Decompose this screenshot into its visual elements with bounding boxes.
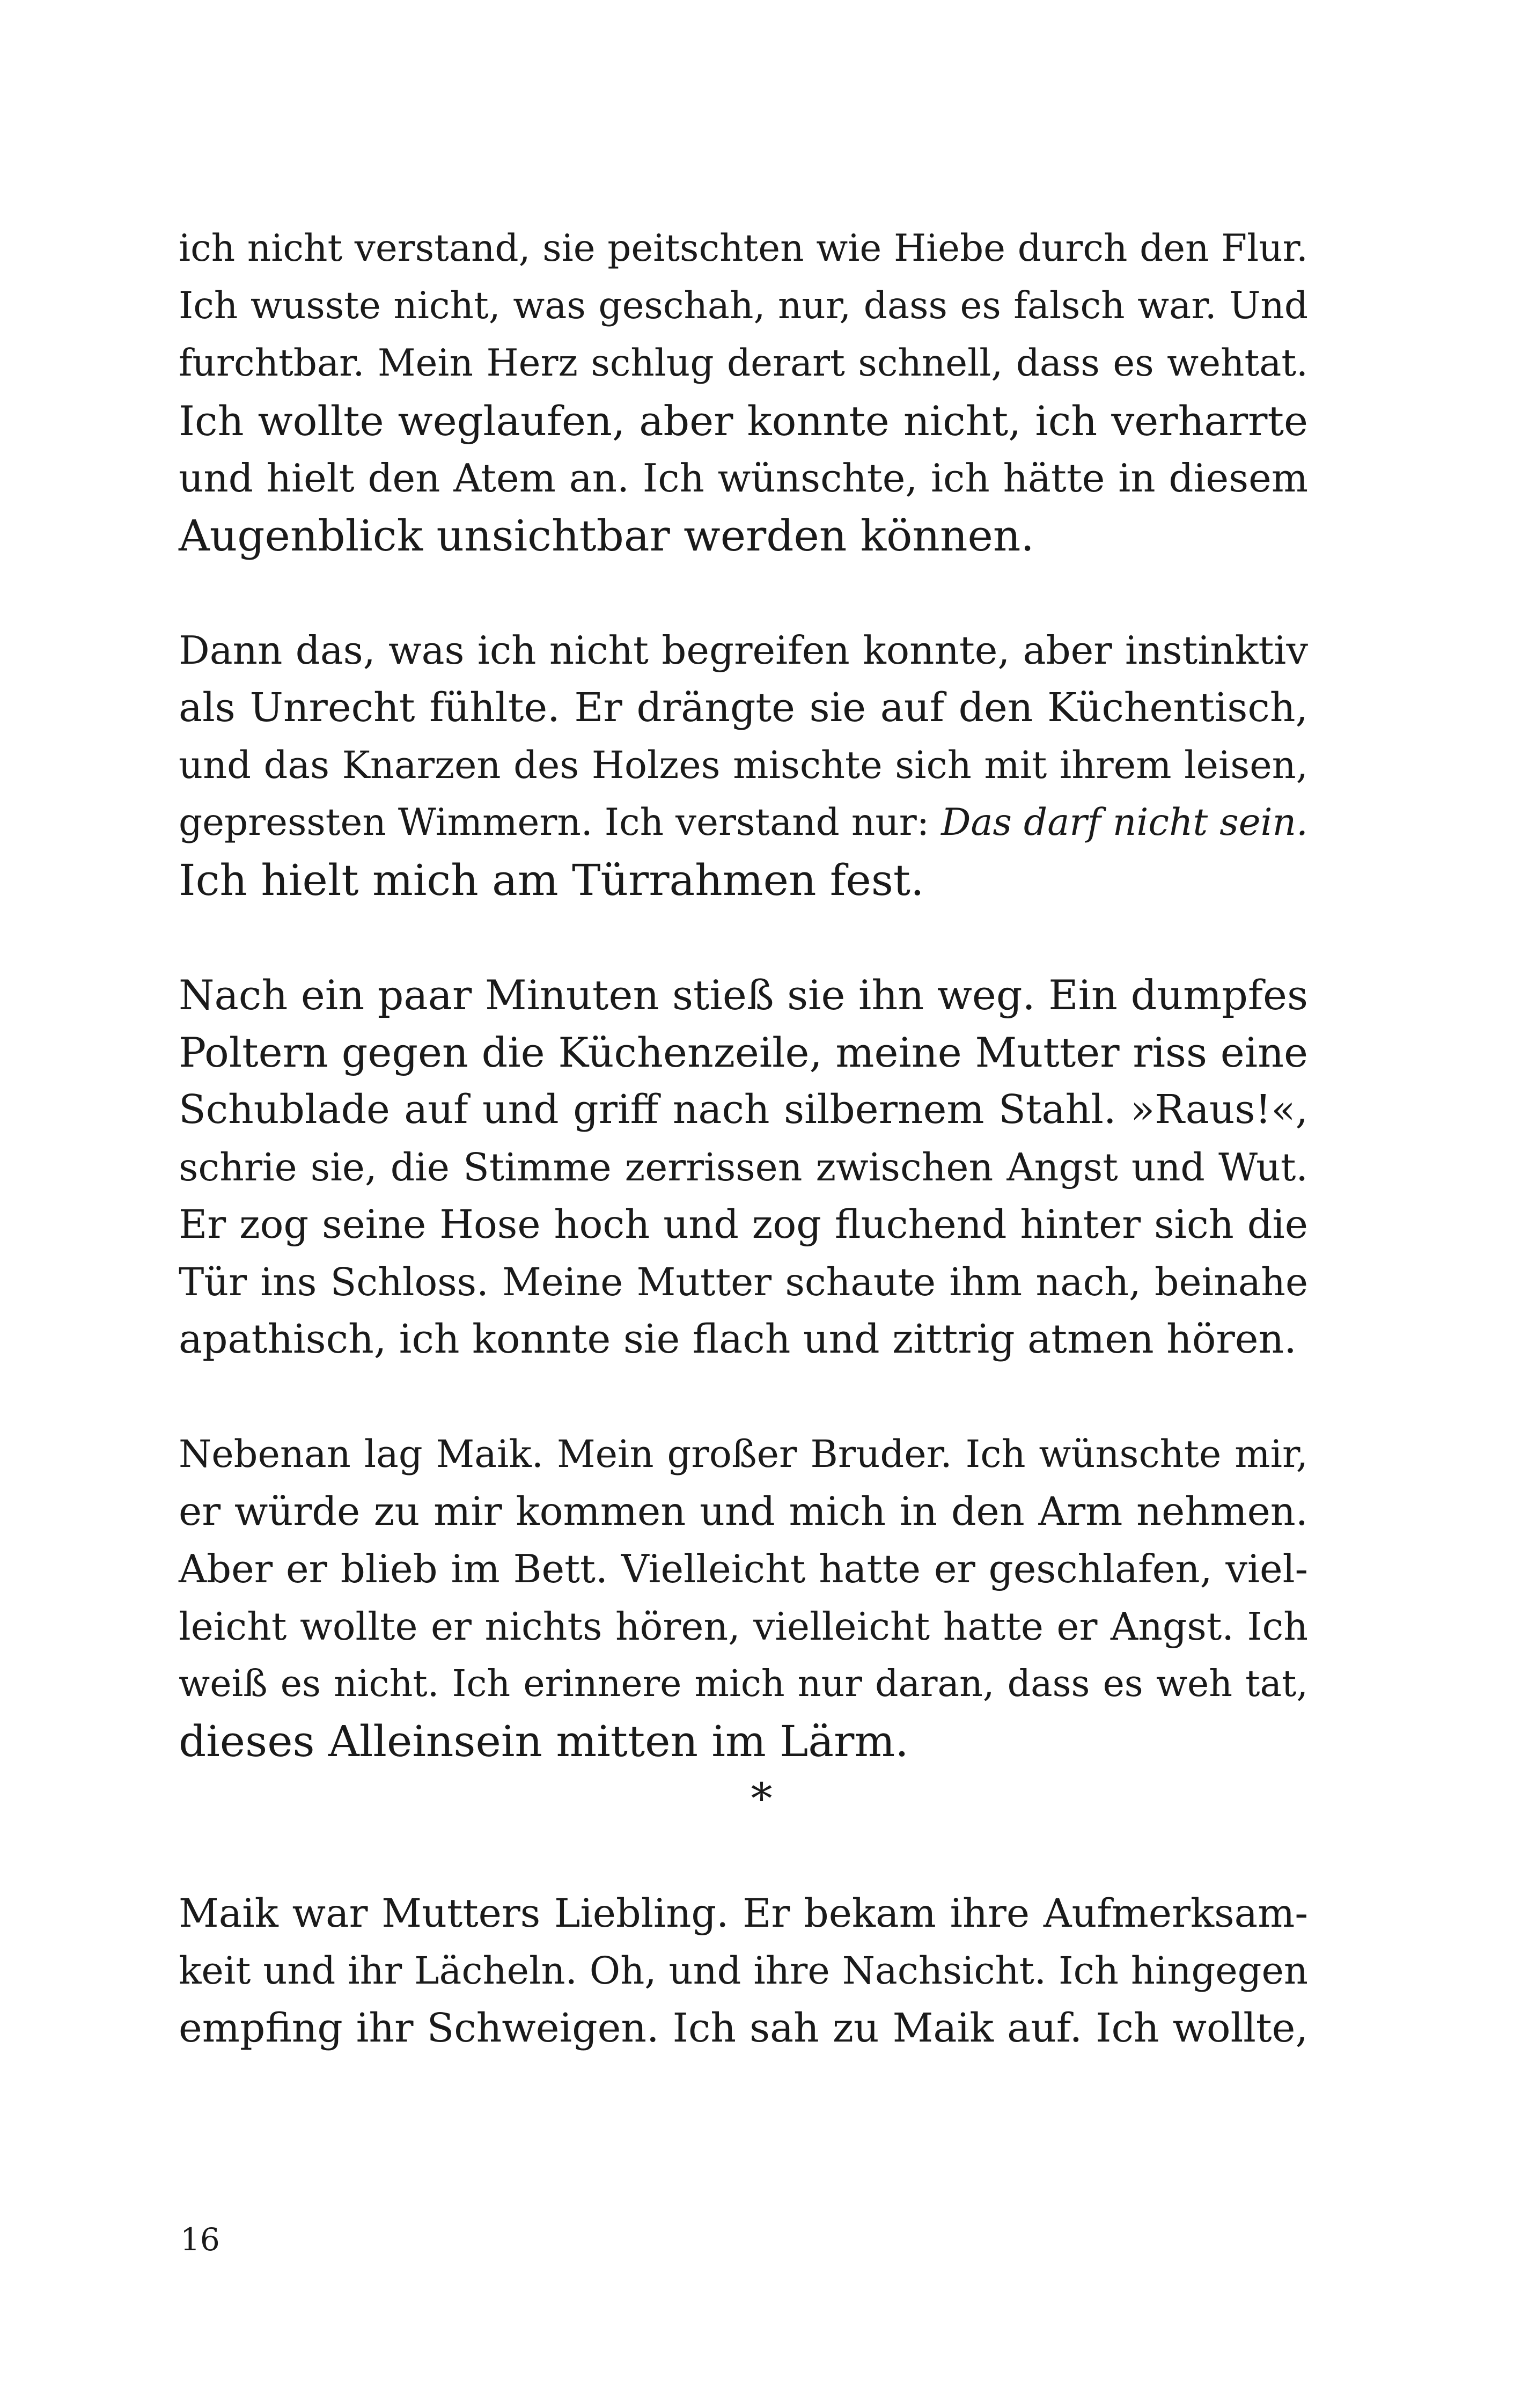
text-line: und hielt den Atem an. Ich wünschte, ich hätte in diesem (179, 456, 1308, 501)
text-line: weiß es nicht. Ich erinnere mich nur daran, dass es weh tat, (179, 1663, 1308, 1705)
text-line: Ich wollte weglaufen, aber konnte nicht, ich verharrte (179, 397, 1308, 445)
text-run: gepressten Wimmern. Ich verstand nur: (179, 801, 942, 844)
text-line: Aber er blieb im Bett. Vielleicht hatte er geschlafen, viel- (179, 1546, 1308, 1591)
text-line: schrie sie, die Stimme zerrissen zwischen Angst und Wut. (179, 1145, 1308, 1190)
text-line: Nach ein paar Minuten stieß sie ihn weg. Ein dumpfes (179, 971, 1308, 1019)
text-line: und das Knarzen des Holzes mischte sich mit ihrem leisen, (179, 743, 1308, 787)
section-separator (179, 1770, 1308, 1885)
text-line: Dann das, was ich nicht begreifen konnte, aber instinktiv (179, 628, 1308, 673)
paragraph-gap (179, 564, 1308, 622)
text-line: furchtbar. Mein Herz schlug derart schnell, dass es wehtat. (179, 342, 1308, 385)
text-line (179, 794, 1308, 851)
body-text (179, 220, 1308, 2057)
text-line: apathisch, ich konnte sie flach und zittrig atmen hören. (179, 1316, 1297, 1362)
text-line: Ich hielt mich am Türrahmen fest. (179, 855, 924, 905)
text-line: leicht wollte er nichts hören, vielleicht hatte er Angst. Ich (179, 1604, 1308, 1649)
paragraph-5 (179, 1885, 1308, 2057)
paragraph-2 (179, 622, 1308, 909)
paragraph-4 (179, 1426, 1308, 1770)
text-line: Augenblick unsichtbar werden können. (179, 511, 1034, 561)
text-line: keit und ihr Lächeln. Oh, und ihre Nachsicht. Ich hingegen (179, 1949, 1308, 1993)
text-line: empfing ihr Schweigen. Ich sah zu Maik auf. Ich wollte, (179, 2005, 1308, 2051)
text-line: Tür ins Schloss. Meine Mutter schaute ihm nach, beinahe (179, 1260, 1308, 1304)
text-line: Poltern gegen die Küchenzeile, meine Mutter riss eine (179, 1029, 1308, 1076)
paragraph-1 (179, 220, 1308, 564)
text-line: ich nicht verstand, sie peitschten wie Hiebe durch den Flur. (179, 227, 1308, 270)
text-line: dieses Alleinsein mitten im Lärm. (179, 1716, 909, 1766)
text-line: er würde zu mir kommen und mich in den Arm nehmen. (179, 1489, 1308, 1535)
paragraph-3 (179, 966, 1308, 1368)
text-line: als Unrecht fühlte. Er drängte sie auf den Küchentisch, (179, 685, 1308, 731)
paragraph-gap (179, 909, 1308, 966)
text-line: Er zog seine Hose hoch und zog fluchend hinter sich die (179, 1202, 1308, 1247)
text-line: Nebenan lag Maik. Mein großer Bruder. Ich wünschte mir, (179, 1432, 1308, 1476)
asterisk-divider: * (751, 1774, 773, 1824)
page-number: 16 (180, 2221, 220, 2258)
paragraph-gap (179, 1368, 1308, 1426)
italic-quote: Das darf nicht sein. (941, 801, 1308, 844)
text-line: Schublade auf und griff nach silbernem Stahl. »Raus!«, (179, 1086, 1308, 1133)
text-line: Maik war Mutters Liebling. Er bekam ihre Aufmerksam- (179, 1891, 1308, 1936)
text-line: Ich wusste nicht, was geschah, nur, dass es falsch war. Und (179, 284, 1308, 327)
